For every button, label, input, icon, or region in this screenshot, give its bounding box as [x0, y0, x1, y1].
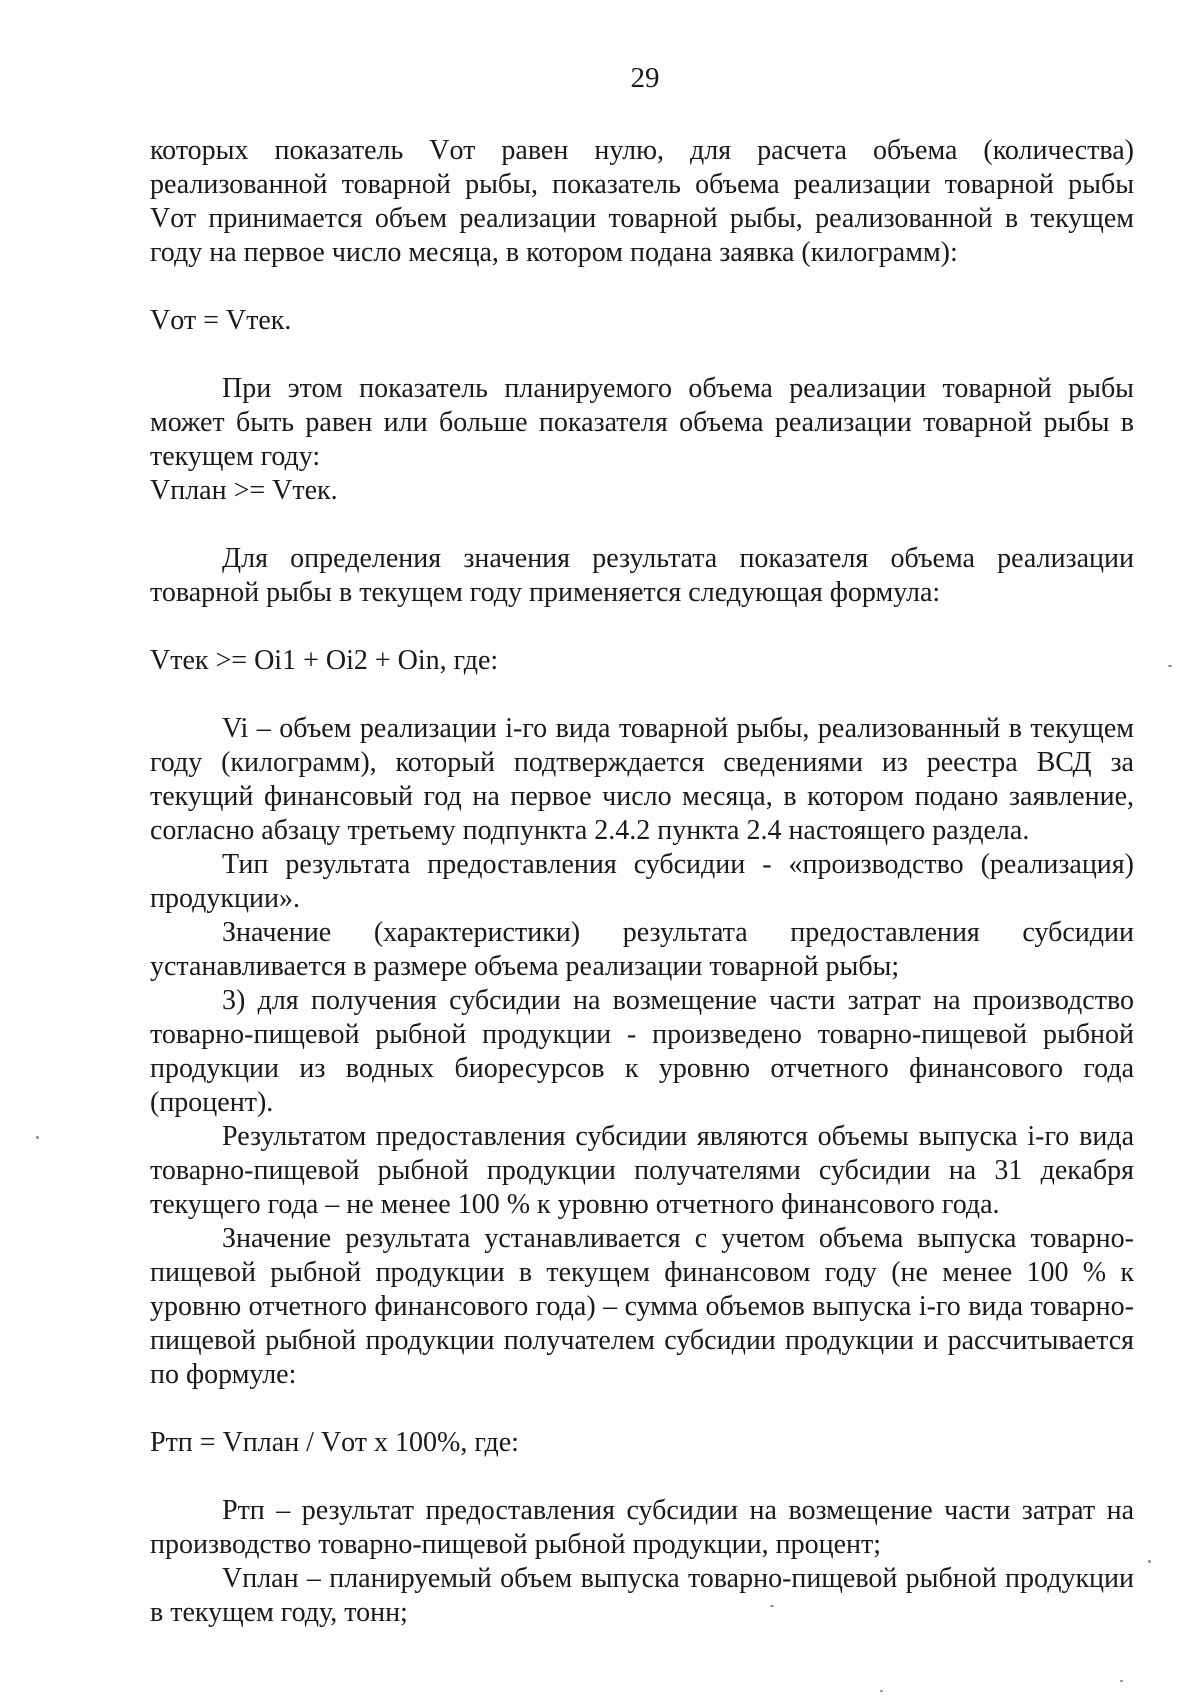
scan-speck	[880, 1690, 883, 1692]
formula: Ртп = Vплан / Vот x 100%, где:	[150, 1427, 519, 1458]
scan-speck	[770, 1605, 774, 1607]
paragraph: Тип результата предоставления субсидии - «производство (реализация) продукции».	[150, 849, 1134, 914]
paragraph: При этом показатель планируемого объема реализации товарной рыбы может быть равен или больше показателя объема реализации товарной рыбы в текущем году:	[150, 373, 1134, 472]
scan-speck	[1148, 1560, 1151, 1563]
paragraph: Значение результата устанавливается с учетом объема выпуска товарно-пищевой рыбной продукции в текущем финансовом году (не менее 100 % к уровню отчетного финансового года) – сумма объемов выпуска i-го вида товарно-пищевой рыбной продукции получателем субсидии продукции и рассчитывается по формуле:	[150, 1223, 1134, 1390]
paragraph: Vi – объем реализации i-го вида товарной рыбы, реализованный в текущем году (килограмм), который подтверждается сведениями из реестра ВСД за текущий финансовый год на первое число месяца, в котором подано заявление, согласно абзацу третьему подпункта 2.4.2 пункта 2.4 настоящего раздела.	[150, 713, 1134, 846]
document-body	[150, 134, 1134, 1630]
scan-speck	[1120, 1680, 1123, 1682]
scan-speck	[36, 1136, 39, 1139]
paragraph: которых показатель Vот равен нулю, для расчета объема (количества) реализованной товарной рыбы, показатель объема реализации товарной рыбы Vот принимается объем реализации товарной рыбы, реализованной в текущем году на первое число месяца, в котором подана заявка (килограмм):	[150, 135, 1134, 268]
paragraph: Результатом предоставления субсидии являются объемы выпуска i-го вида товарно-пищевой рыбной продукции получателями субсидии на 31 декабря текущего года – не менее 100 % к уровню отчетного финансового года.	[150, 1121, 1134, 1220]
page-number: 29	[630, 62, 660, 94]
formula: Vплан >= Vтек.	[150, 475, 338, 506]
paragraph: Для определения значения результата показателя объема реализации товарной рыбы в текущем году применяется следующая формула:	[150, 543, 1134, 608]
paragraph: Значение (характеристики) результата предоставления субсидии устанавливается в размере объема реализации товарной рыбы;	[150, 917, 1134, 982]
scan-speck	[1168, 665, 1172, 667]
paragraph: 3) для получения субсидии на возмещение части затрат на производство товарно-пищевой рыбной продукции - произведено товарно-пищевой рыбной продукции из водных биоресурсов к уровню отчетного финансового года (процент).	[150, 985, 1134, 1118]
formula: Vтек >= Оi1 + Оi2 + Оin, где:	[150, 645, 499, 676]
paragraph: Vплан – планируемый объем выпуска товарно-пищевой рыбной продукции в текущем году, тонн;	[150, 1563, 1134, 1628]
paragraph: Ртп – результат предоставления субсидии на возмещение части затрат на производство товарно-пищевой рыбной продукции, процент;	[150, 1495, 1134, 1560]
formula: Vот = Vтек.	[150, 305, 292, 336]
